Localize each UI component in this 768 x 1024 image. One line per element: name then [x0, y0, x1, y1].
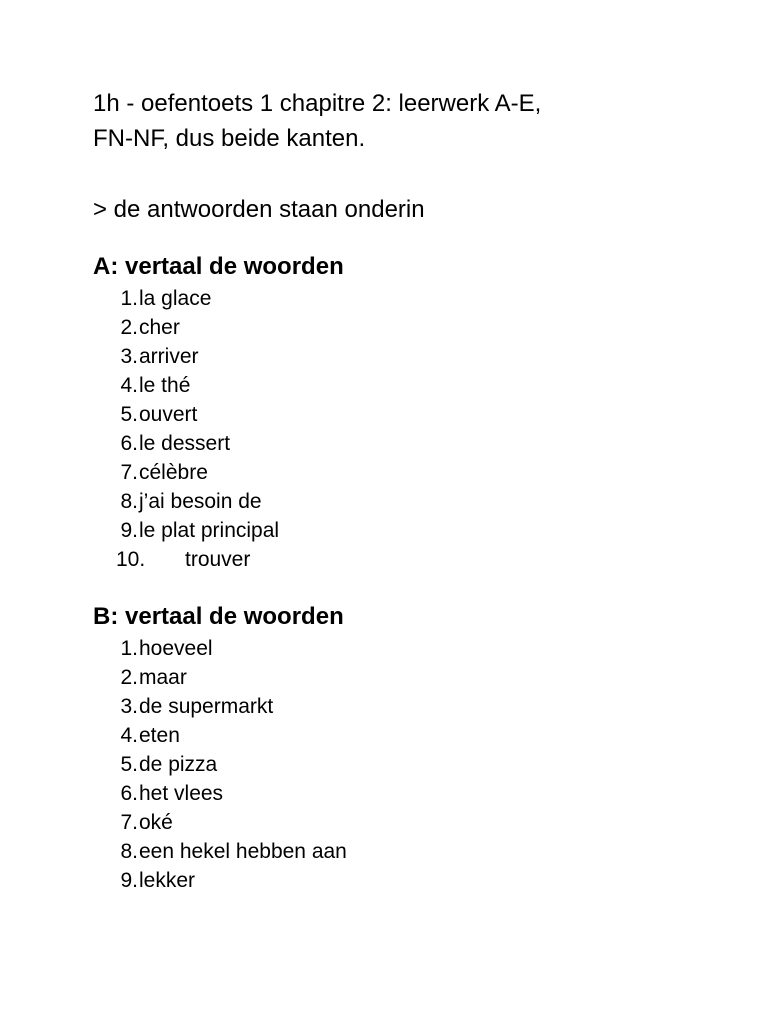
list-item — [93, 779, 713, 808]
item-number: 6. — [120, 782, 138, 805]
document-title — [93, 86, 713, 156]
section-a-heading: A: vertaal de woorden — [93, 253, 344, 280]
list-item — [93, 371, 713, 400]
item-text: célèbre — [139, 461, 208, 484]
list-item — [93, 750, 713, 779]
item-text: oké — [139, 811, 173, 834]
item-text: arriver — [139, 345, 199, 368]
item-text: een hekel hebben aan — [139, 840, 347, 863]
item-number: 3. — [120, 695, 138, 718]
item-number: 8. — [120, 840, 138, 863]
item-number: 1. — [120, 637, 138, 660]
item-number: 2. — [120, 316, 138, 339]
item-text: j’ai besoin de — [139, 490, 262, 513]
item-text: hoeveel — [139, 637, 213, 660]
item-text: de pizza — [139, 753, 218, 776]
list-item — [93, 837, 713, 866]
document-page — [93, 86, 713, 895]
item-text: la glace — [139, 287, 212, 310]
item-number: 3. — [120, 345, 138, 368]
list-item — [93, 342, 713, 371]
list-item — [93, 663, 713, 692]
item-text: cher — [139, 316, 180, 339]
list-item — [93, 866, 713, 895]
item-number: 4. — [120, 374, 138, 397]
title-line-2: FN-NF, dus beide kanten. — [93, 125, 366, 152]
item-number: 5. — [120, 753, 138, 776]
item-number: 9. — [120, 519, 138, 542]
item-text: de supermarkt — [139, 695, 274, 718]
list-item — [93, 313, 713, 342]
item-text: trouver — [185, 548, 251, 571]
item-text: het vlees — [139, 782, 224, 805]
item-number: 6. — [120, 432, 138, 455]
list-item — [93, 284, 713, 313]
item-number: 4. — [120, 724, 138, 747]
list-item — [93, 721, 713, 750]
list-item — [93, 516, 713, 545]
item-text: le plat principal — [139, 519, 280, 542]
item-text: maar — [139, 666, 187, 689]
list-item — [93, 429, 713, 458]
item-text: le dessert — [139, 432, 231, 455]
item-number: 9. — [120, 869, 138, 892]
list-item — [93, 808, 713, 837]
list-item — [93, 458, 713, 487]
title-line-1: 1h - oefentoets 1 chapitre 2: leerwerk A-E, — [93, 90, 542, 117]
list-item — [93, 400, 713, 429]
list-item — [93, 692, 713, 721]
item-number: 7. — [120, 811, 138, 834]
item-number: 10. — [116, 548, 146, 571]
list-item — [93, 487, 713, 516]
section-b-list — [93, 634, 713, 895]
item-number: 2. — [120, 666, 138, 689]
item-number: 8. — [120, 490, 138, 513]
item-number: 1. — [120, 287, 138, 310]
answers-note: > de antwoorden staan onderin — [93, 196, 425, 223]
item-text: eten — [139, 724, 180, 747]
item-text: lekker — [139, 869, 196, 892]
item-text: le thé — [139, 374, 191, 397]
list-item — [93, 545, 713, 574]
list-item — [93, 634, 713, 663]
section-a-list — [93, 284, 713, 574]
item-number: 7. — [120, 461, 138, 484]
item-text: ouvert — [139, 403, 198, 426]
section-b-heading: B: vertaal de woorden — [93, 603, 344, 630]
item-number: 5. — [120, 403, 138, 426]
